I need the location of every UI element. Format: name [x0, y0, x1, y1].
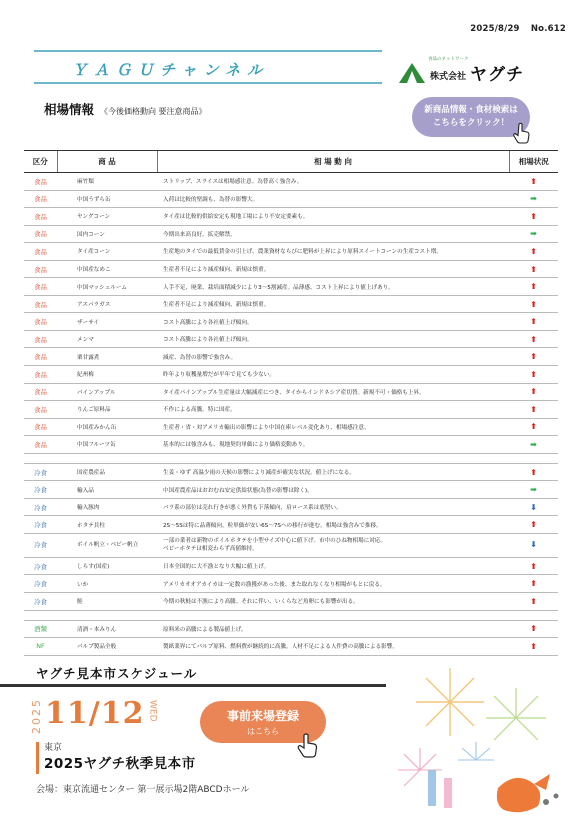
status-down-arrow-icon: ⬇ [509, 498, 558, 516]
category-cell: 冷食 [24, 533, 57, 557]
table-row [24, 557, 558, 575]
status-up-arrow-icon: ⬆ [509, 593, 558, 611]
table-body [24, 173, 558, 656]
event-city: 東京 [44, 743, 63, 753]
fireworks-illustration [388, 660, 574, 818]
category-cell: NF [24, 638, 57, 656]
status-right-arrow-icon: ➡ [509, 481, 558, 499]
table-row [24, 243, 558, 261]
category-cell: 冷食 [24, 593, 57, 611]
pointer-hand-icon [296, 733, 320, 759]
trend-cell: 生産者不足により減産傾向、新規は慎重。 [157, 295, 509, 313]
product-cell: 中国フルーツ缶 [57, 436, 157, 454]
status-up-arrow-icon: ⬆ [509, 575, 558, 593]
table-row [24, 533, 558, 557]
trend-cell: 原料米の高騰による製品値上げ。 [157, 620, 509, 638]
product-cell: パインアップル [57, 383, 157, 401]
cta-line-1: 新商品情報・食材検索は [424, 105, 518, 115]
cta-line-2: こちらをクリック！ [432, 118, 510, 128]
product-cell: 鮭 [57, 593, 157, 611]
register-sublabel: はこちら [247, 727, 279, 736]
category-cell: 冷食 [24, 463, 57, 481]
table-row [24, 593, 558, 611]
category-cell: 冷食 [24, 498, 57, 516]
issue-info [462, 24, 566, 34]
table-row [24, 481, 558, 499]
schedule-rule [0, 684, 386, 687]
status-right-arrow-icon: ➡ [509, 436, 558, 454]
status-up-arrow-icon: ⬆ [509, 383, 558, 401]
status-right-arrow-icon: ➡ [509, 190, 558, 208]
product-cell: パルプ製品全般 [57, 638, 157, 656]
trend-cell: 基本的には強含みも、現地契約単価により価格変動あり。 [157, 436, 509, 454]
table-row [24, 498, 558, 516]
product-cell: 輸入豚肉 [57, 498, 157, 516]
event-venue: 会場：東京流通センター 第一展示場2階ABCDホール [36, 785, 250, 795]
product-cell: 中国うずら缶 [57, 190, 157, 208]
product-cell: 国産農産品 [57, 463, 157, 481]
status-right-arrow-icon: ➡ [509, 225, 558, 243]
table-row [24, 313, 558, 331]
column-header-product: 商 品 [57, 151, 157, 173]
category-cell: 食品 [24, 208, 57, 226]
product-cell: ボイル帆立・ベビー帆立 [57, 533, 157, 557]
category-cell: 冷食 [24, 575, 57, 593]
status-up-arrow-icon: ⬆ [509, 330, 558, 348]
table-row [24, 173, 558, 191]
product-cell: いか [57, 575, 157, 593]
table-row [24, 401, 558, 419]
table-row [24, 366, 558, 384]
table-row [24, 638, 558, 656]
section-subtitle: 《今後価格動向 要注意商品》 [100, 107, 207, 116]
section-heading [44, 100, 207, 118]
table-row [24, 278, 558, 296]
trend-cell: 生産地のタイでの最低賃金の引上げ、農業資材ならびに肥料が上昇により原料スイートコーンの生産コスト増。 [157, 243, 509, 261]
spacer-cell [24, 453, 57, 463]
product-cell: メンマ [57, 330, 157, 348]
product-cell: 栗甘露煮 [57, 348, 157, 366]
category-cell: 食品 [24, 190, 57, 208]
spacer-cell [57, 453, 157, 463]
trend-cell: 生産者・省・対アメリカ輸出の影響により中国在庫レベル変化あり、相場感注意。 [157, 418, 509, 436]
trend-cell: 一部の業者は新物のボイルホタテを小型サイズ中心に値下げ。市中のひね物相場に対応。 ベビーホタテは相変わらず高値維持。 [157, 533, 509, 557]
category-cell: 食品 [24, 436, 57, 454]
table-row [24, 436, 558, 454]
trend-cell: 昨年より収穫量増だが平年で見ても少ない。 [157, 366, 509, 384]
table-row [24, 330, 558, 348]
product-cell: 国内コーン [57, 225, 157, 243]
product-cell: 紀州梅 [57, 366, 157, 384]
section-title: 相場情報 [44, 102, 95, 117]
category-cell: 食品 [24, 243, 57, 261]
status-up-arrow-icon: ⬆ [509, 260, 558, 278]
product-cell: 麻竹類 [57, 173, 157, 191]
logo-corp-label: 株式会社 [430, 72, 467, 82]
logo-company-name: ヤグチ [470, 65, 525, 85]
status-up-arrow-icon: ⬆ [509, 638, 558, 656]
category-cell: 食品 [24, 225, 57, 243]
category-cell: 食品 [24, 313, 57, 331]
register-label: 事前来場登録 [226, 709, 299, 723]
trend-cell: 生産者不足により減産傾向、新規は慎重。 [157, 260, 509, 278]
table-row [24, 348, 558, 366]
event-name: 2025ヤグチ秋季見本市 [44, 756, 196, 772]
status-up-arrow-icon: ⬆ [509, 401, 558, 419]
table-row [24, 225, 558, 243]
category-cell: 冷食 [24, 516, 57, 534]
table-row [24, 383, 558, 401]
trend-cell: コスト高騰により各社値上げ傾向。 [157, 330, 509, 348]
spacer-cell [509, 453, 558, 463]
event-year: 2025 [30, 698, 43, 734]
product-cell: 輸入品 [57, 481, 157, 499]
trend-cell: 今期の秋鮭は不漁により高騰。それに伴い、いくらなど魚卵にも影響が出る。 [157, 593, 509, 611]
spacer-cell [157, 453, 509, 463]
status-up-arrow-icon: ⬆ [509, 516, 558, 534]
spacer-cell [24, 610, 57, 620]
category-cell: 食品 [24, 366, 57, 384]
product-cell: ザーサイ [57, 313, 157, 331]
column-header-category: 区分 [24, 151, 57, 173]
event-accent-bar [36, 742, 39, 774]
spacer-cell [157, 610, 509, 620]
company-logo[interactable] [398, 57, 525, 85]
table-row [24, 620, 558, 638]
category-cell: 冷食 [24, 557, 57, 575]
table-row [24, 208, 558, 226]
issue-date: 2025/8/29 [470, 24, 520, 34]
logo-mountain-icon [398, 62, 426, 84]
status-up-arrow-icon: ⬆ [509, 557, 558, 575]
table-row [24, 463, 558, 481]
trend-cell: 2S〜5Sは特に品薄傾向。粒単価が安い6S〜7Sへの移行が進む。相場は強含みで推移。 [157, 516, 509, 534]
table-row [24, 190, 558, 208]
product-cell: しらす(国産) [57, 557, 157, 575]
trend-cell: 入荷は比較的堅調も、為替の影響大。 [157, 190, 509, 208]
issue-number: No.612 [530, 24, 566, 34]
product-cell: ヤングコーン [57, 208, 157, 226]
product-cell: 中国産みかん缶 [57, 418, 157, 436]
category-cell: 食品 [24, 401, 57, 419]
trend-cell: コスト高騰により各社値上げ傾向。 [157, 313, 509, 331]
status-up-arrow-icon: ⬆ [509, 243, 558, 261]
product-cell: りんご原料品 [57, 401, 157, 419]
status-up-arrow-icon: ⬆ [509, 173, 558, 191]
category-cell: 食品 [24, 418, 57, 436]
trend-cell: 製紙業界にてパルプ原料、燃料費が継続的に高騰。人材不足による人件費の高騰による影響。 [157, 638, 509, 656]
trend-cell: 日本全国的に大不漁となり大幅に値上げ。 [157, 557, 509, 575]
table-row [24, 418, 558, 436]
status-up-arrow-icon: ⬆ [509, 313, 558, 331]
banner-top-rule [34, 50, 382, 52]
status-up-arrow-icon: ⬆ [509, 278, 558, 296]
category-cell: 冷食 [24, 481, 57, 499]
category-cell: 食品 [24, 260, 57, 278]
status-up-arrow-icon: ⬆ [509, 418, 558, 436]
table-row [24, 575, 558, 593]
table-row [24, 516, 558, 534]
trend-cell: ストリップ、スライスは相場感注意。為替高く強含み。 [157, 173, 509, 191]
status-up-arrow-icon: ⬆ [509, 295, 558, 313]
table-row [24, 295, 558, 313]
spacer-cell [57, 610, 157, 620]
table-spacer-row [24, 610, 558, 620]
category-cell: 食品 [24, 173, 57, 191]
table-row [24, 260, 558, 278]
status-up-arrow-icon: ⬆ [509, 366, 558, 384]
trend-cell: 生姜・ゆず 高温少雨の天候の影響により減産が確実な状況。値上げになる。 [157, 463, 509, 481]
status-up-arrow-icon: ⬆ [509, 208, 558, 226]
trend-cell: 今期出来高良好、拡売解禁。 [157, 225, 509, 243]
trend-cell: 人手不足、廃業、栽培面積減少により3〜5割減産。品薄感、コスト上昇により値上げあり。 [157, 278, 509, 296]
event-weekday: WED [147, 700, 158, 722]
status-down-arrow-icon: ⬇ [509, 533, 558, 557]
event-date-block [30, 696, 157, 734]
trend-cell: 不作による高騰。特に国産。 [157, 401, 509, 419]
category-cell: 食品 [24, 295, 57, 313]
product-cell: 中国マッシュルーム [57, 278, 157, 296]
trend-cell: アメリカオオアカイカは一定数の漁獲があった後、また取れなくなり相場がもとに戻る。 [157, 575, 509, 593]
category-cell: 酒類 [24, 620, 57, 638]
column-header-status: 相場状況 [509, 151, 558, 173]
product-cell: アスパラガス [57, 295, 157, 313]
product-cell: 清酒・本みりん [57, 620, 157, 638]
product-cell: 中国産なめこ [57, 260, 157, 278]
trend-cell: タイ産は比較的供給安定も現地工場により不安定要素も。 [157, 208, 509, 226]
trend-cell: 減産、為替の影響で強含み。 [157, 348, 509, 366]
trend-cell: 中国産農産品はおおむね安定供給状態(為替の影響は除く)。 [157, 481, 509, 499]
spacer-cell [509, 610, 558, 620]
table-spacer-row [24, 453, 558, 463]
category-cell: 食品 [24, 278, 57, 296]
newsletter-title: ＹＡＧＵチャンネル [72, 61, 270, 79]
column-header-trend: 相 場 動 向 [157, 151, 509, 173]
category-cell: 食品 [24, 348, 57, 366]
status-up-arrow-icon: ⬆ [509, 463, 558, 481]
pointer-hand-icon [512, 122, 532, 144]
event-date: 11/12 [45, 696, 145, 731]
category-cell: 食品 [24, 330, 57, 348]
logo-tagline: 食品のネットワーク [428, 57, 469, 62]
category-cell: 食品 [24, 383, 57, 401]
schedule-heading: ヤグチ見本市スケジュール [36, 666, 198, 681]
status-up-arrow-icon: ⬆ [509, 348, 558, 366]
product-cell: タイ産コーン [57, 243, 157, 261]
trend-cell: バラ系の部位は売れ行きが悪く外貨も下落傾向、肩ロース系は底堅い。 [157, 498, 509, 516]
table-header-row [24, 151, 558, 173]
newsletter-title-banner [34, 50, 382, 84]
product-cell: ホタテ貝柱 [57, 516, 157, 534]
trend-cell: タイ産パインアップル生産量は大幅減産につき、タイからインドネシア産切替。新規不可・価格も上昇。 [157, 383, 509, 401]
banner-bottom-rule [34, 82, 382, 84]
status-up-arrow-icon: ⬆ [509, 620, 558, 638]
market-trend-table [24, 150, 558, 656]
